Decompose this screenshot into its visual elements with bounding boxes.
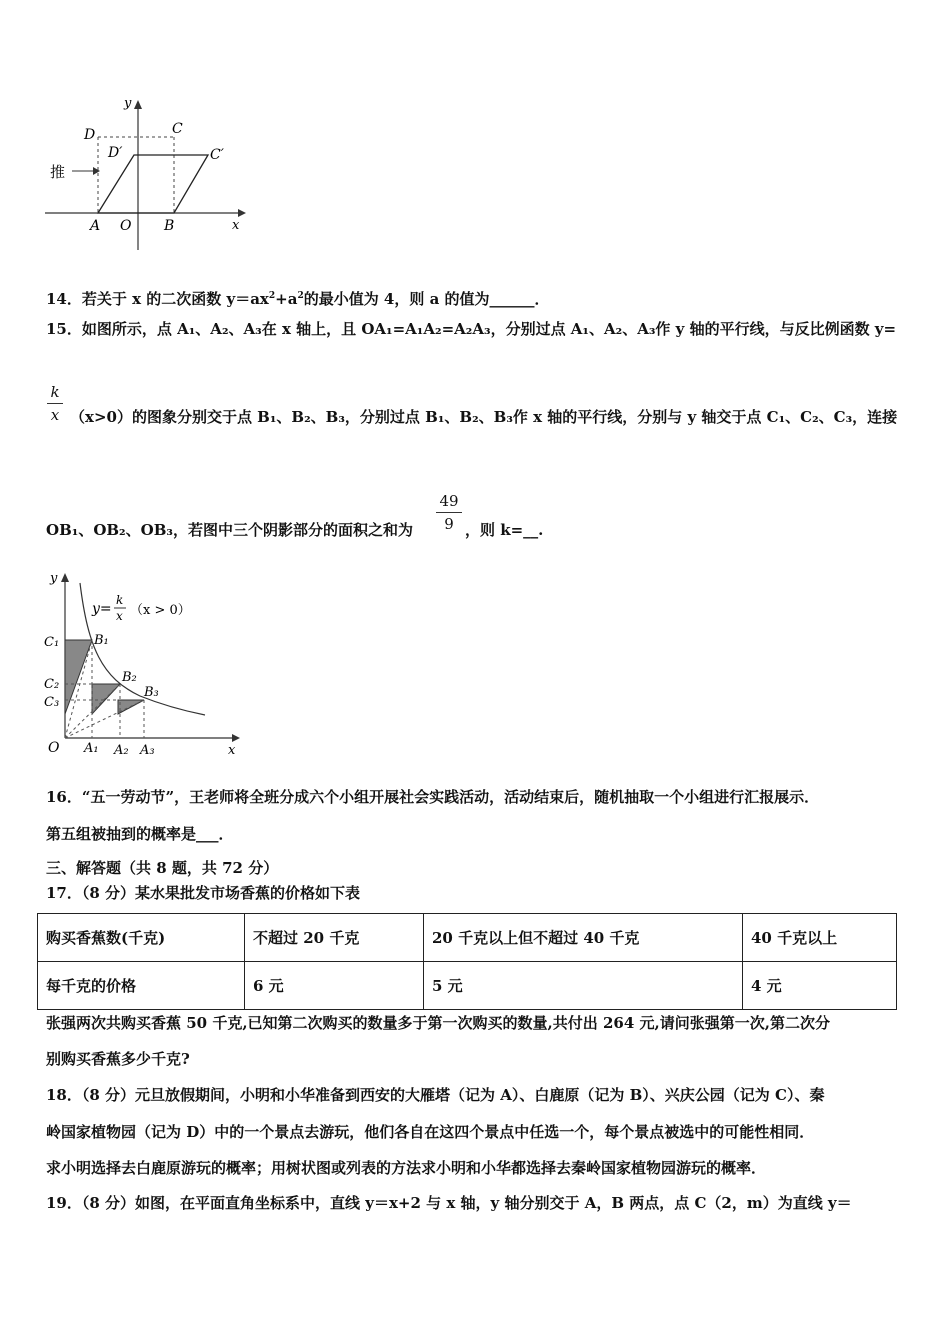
question-16-line1: 16．“五一劳动节”，王老师将全班分成六个小组开展社会实践活动，活动结束后，随机抽取一个小组进行汇报展示． [46, 788, 820, 806]
section-3-title: 三、解答题（共 8 题，共 72 分） [46, 859, 279, 877]
fig1-label-A: A [90, 218, 101, 234]
question-18-line1: 18．（8 分）元旦放假期间，小明和小华准备到西安的大雁塔（记为 A）、白鹿原（记为 B）、兴庆公园（记为 C）、秦 [46, 1086, 825, 1104]
inverse-function-figure [40, 568, 245, 758]
fig2-label-A2: A₂ [114, 743, 129, 758]
fig1-push-label: 推 [50, 163, 66, 181]
table-cell: 40 千克以上 [743, 914, 897, 962]
fig1-label-x: x [232, 218, 240, 233]
fig2-label-B1: B₁ [94, 633, 109, 648]
question-17-text1: 张强两次共购买香蕉 50 千克,已知第二次购买的数量多于第一次购买的数量,共付出 264 元,请问张强第一次,第二次分 [46, 1014, 830, 1032]
fig1-label-y: y [124, 96, 132, 111]
fig2-func-x: x [116, 609, 123, 623]
question-19-line1: 19．（8 分）如图，在平面直角坐标系中，直线 y＝x+2 与 x 轴，y 轴分别交于 A，B 两点，点 C（2，m）为直线 y＝ [46, 1194, 852, 1212]
parallelogram-figure [40, 95, 250, 255]
fig2-label-B2: B₂ [122, 670, 137, 685]
fig2-label-B3: B₃ [144, 685, 159, 700]
question-16-line2: 第五组被抽到的概率是___． [46, 825, 234, 843]
question-15-line3a: OB₁、OB₂、OB₃，若图中三个阴影部分的面积之和为 [46, 521, 413, 539]
question-18-line2: 岭国家植物园（记为 D）中的一个景点去游玩，他们各自在这四个景点中任选一个，每个景点被选中的可能性相同． [46, 1123, 815, 1141]
question-14: 14．若关于 x 的二次函数 $y=ax^2+a^2$的最小值为 4，则 a 的值为______． [46, 290, 550, 308]
fig2-label-x: x [228, 743, 236, 758]
fig2-label-A3: A₃ [140, 743, 155, 758]
question-18-line3: 求小明选择去白鹿原游玩的概率；用树状图或列表的方法求小明和小华都选择去秦岭国家植物园游玩的概率． [46, 1159, 767, 1177]
fig2-label-C1: C₁ [44, 635, 60, 650]
fig1-label-Dprime: D′ [108, 145, 123, 161]
table-row [38, 962, 897, 1010]
fig2-func-y: y= [92, 601, 112, 617]
table-row [38, 914, 897, 962]
question-17-intro: 17．（8 分）某水果批发市场香蕉的价格如下表 [46, 884, 361, 902]
table-cell: 每千克的价格 [38, 962, 245, 1010]
fig2-func-k: k [116, 593, 124, 607]
fig1-label-Cprime: C′ [210, 147, 224, 163]
fig2-label-A1: A₁ [84, 741, 99, 756]
question-15-line3b: ，则 k=__. [465, 521, 544, 539]
fig2-label-y: y [50, 571, 58, 586]
table-cell: 5 元 [424, 962, 743, 1010]
fraction-k-over-x: k x [47, 383, 63, 424]
price-table [37, 913, 897, 1010]
fraction-49-over-9: 49 9 [436, 492, 462, 533]
fig2-func-cond: （x > 0） [130, 603, 191, 618]
fig1-label-D: D [84, 127, 96, 143]
fig2-label-O: O [48, 740, 60, 756]
table-cell: 不超过 20 千克 [245, 914, 424, 962]
fig2-label-C3: C₃ [44, 695, 60, 710]
fig2-label-C2: C₂ [44, 677, 60, 692]
question-15-line1: 15．如图所示，点 A₁、A₂、A₃在 x 轴上，且 OA₁=A₁A₂=A₂A₃，分别过点 A₁、A₂、A₃作 y 轴的平行线，与反比例函数 y= [46, 320, 897, 338]
table-cell: 购买香蕉数(千克) [38, 914, 245, 962]
table-cell: 4 元 [743, 962, 897, 1010]
fig1-label-O: O [120, 218, 132, 234]
fig1-label-C: C [172, 121, 183, 137]
fig1-label-B: B [164, 218, 175, 234]
question-15-line2: （x>0）的图象分别交于点 B₁、B₂、B₃，分别过点 B₁、B₂、B₃作 x 轴的平行线，分别与 y 轴交于点 C₁、C₂、C₃，连接 [70, 408, 898, 426]
table-cell: 20 千克以上但不超过 40 千克 [424, 914, 743, 962]
question-17-text2: 别购买香蕉多少千克? [46, 1050, 190, 1068]
table-cell: 6 元 [245, 962, 424, 1010]
